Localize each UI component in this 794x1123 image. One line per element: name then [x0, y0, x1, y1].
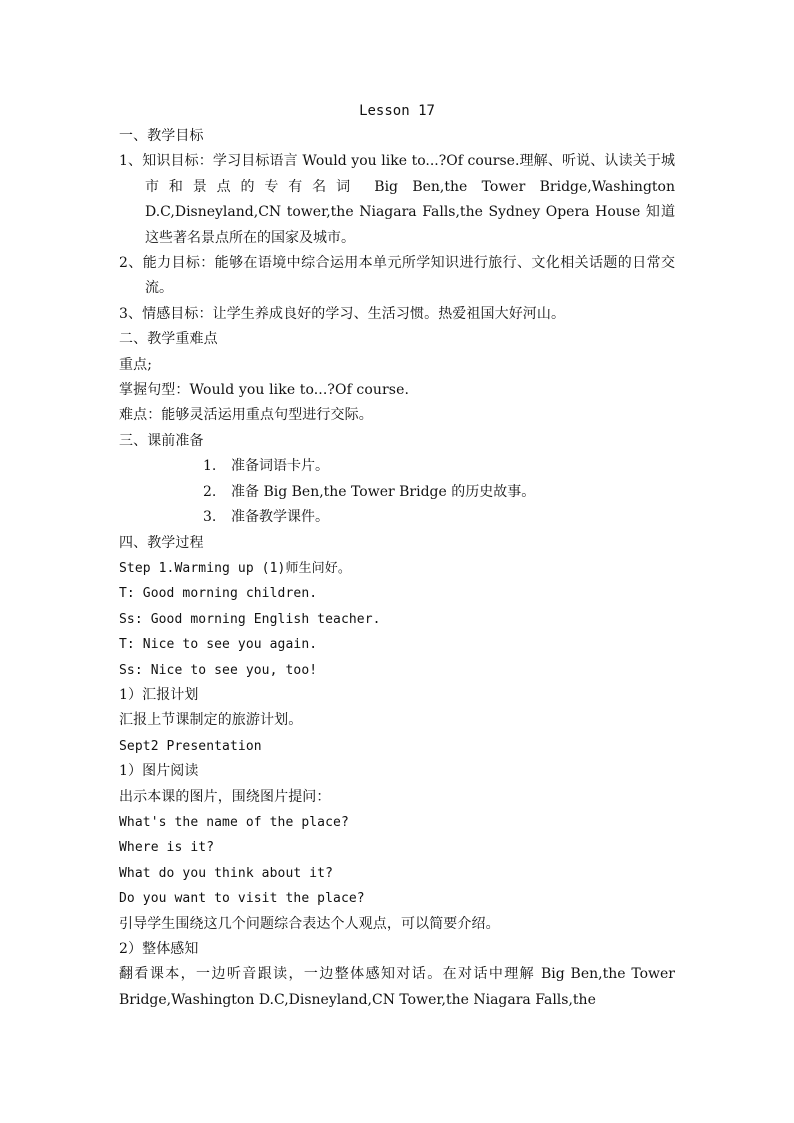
heading-objectives: 一、教学目标	[119, 128, 204, 144]
report-plan-text: 汇报上节课制定的旅游计划。	[119, 712, 303, 729]
heading-key-points: 二、教学重难点	[119, 331, 218, 348]
dialogue-line: T: Good morning children.	[119, 586, 318, 602]
step-presentation: Sept2 Presentation	[119, 738, 262, 754]
step-warming-up: Step 1.Warming up (1)师生问好。	[119, 560, 351, 576]
objective-emotion: 3、情感目标：让学生养成良好的学习、生活习惯。热爱祖国大好河山。	[119, 305, 566, 322]
subheading-overall-perception: 2）整体感知	[119, 941, 199, 957]
prep-list-text: 准备词语卡片。	[231, 458, 329, 475]
prep-list-number: 3.	[203, 509, 217, 526]
prep-list-number: 2.	[203, 483, 217, 500]
objective-knowledge: 1、知识目标：学习目标语言 Would you like to...?Of course.理解、听说、认读关于城市和景点的专有名词 Big Ben,the Tower Bridge,Washington D.C,Disneyland,CN tower,the Niagara Falls,the Sydney Opera House 知道这些著名景点所在的国家及城市。	[119, 153, 675, 246]
key-point-label: 重点;	[119, 356, 153, 373]
heading-preparation: 三、课前准备	[119, 432, 204, 449]
picture-reading-text: 出示本课的图片，围绕图片提问：	[119, 788, 331, 805]
subheading-report-plan: 1）汇报计划	[119, 686, 199, 703]
heading-process: 四、教学过程	[119, 534, 204, 551]
prep-list-number: 1.	[203, 458, 217, 475]
document-title: Lesson 17	[359, 103, 435, 119]
prep-list-item	[119, 480, 675, 505]
prep-list-item	[119, 454, 675, 479]
overall-perception-text: 翻看课本，一边听音跟读，一边整体感知对话。在对话中理解 Big Ben,the Tower Bridge,Washington D.C,Disneyland,CN Tower,the Niagara Falls,the	[119, 966, 675, 1008]
question-line: What's the name of the place?	[119, 814, 349, 830]
dialogue-line: T: Nice to see you again.	[119, 637, 318, 653]
document-body	[119, 98, 675, 1013]
objective-ability: 2、能力目标：能够在语境中综合运用本单元所学知识进行旅行、文化相关话题的日常交流。	[119, 255, 675, 297]
difficulty-text: 难点：能够灵活运用重点句型进行交际。	[119, 407, 373, 424]
question-line: What do you think about it?	[119, 865, 334, 881]
guide-text: 引导学生围绕这几个问题综合表达个人观点，可以简要介绍。	[119, 915, 500, 932]
dialogue-line: Ss: Nice to see you, too!	[119, 662, 318, 678]
dialogue-line: Ss: Good morning English teacher.	[119, 611, 381, 627]
question-line: Do you want to visit the place?	[119, 891, 365, 907]
question-line: Where is it?	[119, 840, 215, 856]
prep-list-text: 准备教学课件。	[231, 509, 329, 526]
prep-list-item	[119, 505, 675, 530]
subheading-picture-reading: 1）图片阅读	[119, 763, 199, 780]
key-point-text: 掌握句型：Would you like to...?Of course.	[119, 382, 410, 399]
prep-list-text: 准备 Big Ben,the Tower Bridge 的历史故事。	[231, 483, 536, 500]
